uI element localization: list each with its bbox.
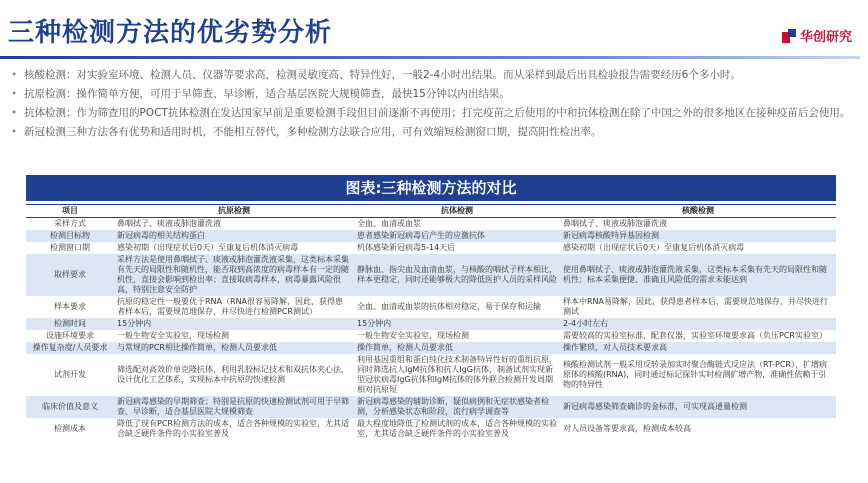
table-cell: 鼻咽拭子、痰液或肺泡灌洗液 <box>117 219 221 228</box>
logo-mark-icon <box>782 29 796 43</box>
row-label-cell: 操作复杂度/人员要求 <box>26 342 114 354</box>
table-row <box>26 254 836 296</box>
row-label-cell: 临床价值及意义 <box>26 396 114 418</box>
table-cell: 筛选配对高效价单克隆抗体，利用乳胶标记技术和双抗体夹心法，设计优化工艺体系，实现标本中抗原的快速检测 <box>117 365 349 384</box>
header-cell-nucleic-acid: 核酸检测 <box>560 205 836 218</box>
table-cell: 与常规的PCR相比操作简单，检测人员要求低 <box>114 342 354 354</box>
table-row <box>26 342 836 354</box>
table-banner: 图表:三种检测方法的对比 <box>26 175 836 201</box>
table-row <box>26 354 836 396</box>
table-cell: 感染初期（出现症状后0天）至康复后机体消灭病毒 <box>563 243 745 252</box>
bullet-list <box>8 68 858 144</box>
table-cell: 一般生物安全实验室，现场检测 <box>357 331 469 340</box>
row-label-cell: 检测成本 <box>54 424 86 433</box>
title-divider <box>0 56 860 59</box>
header-cell-antibody: 抗体检测 <box>354 205 560 218</box>
row-label-cell: 检测目标物 <box>26 230 114 242</box>
table-cell: 新冠病毒核酸特异基因检测 <box>560 230 836 242</box>
row-label-cell: 试剂开发 <box>54 370 86 379</box>
header-cell-antigen: 抗原检测 <box>114 205 354 218</box>
table-cell: 操作繁琐，对人员技术要求高 <box>560 342 836 354</box>
row-label-cell: 样本要求 <box>54 302 86 311</box>
table-cell: 降低了现有PCR检测方法的成本，适合各种规模的实验室，尤其适合缺乏硬件条件的小实验室普及 <box>117 419 349 438</box>
bullet-item: • 抗体检测：作为筛查用的POCT抗体检测在发达国家早前是重要检测手段但目前逐渐不再使用；打完疫苗之后使用的中和抗体检测在除了中国之外的很多地区在接种疫苗后会使用。 <box>8 106 858 121</box>
table-cell: 操作简单，检测人员要求低 <box>354 342 560 354</box>
bullet-item: • 抗原检测：操作简单方便，可用于早筛查、早诊断，适合基层医院大规模筛查，最快15分钟以内出结果。 <box>8 87 858 102</box>
table-cell: 抗原的稳定性一般要优于RNA（RNA很容易降解，因此，获得患者样本后，需要规范地保存，并尽快进行检测PCR测试） <box>117 297 344 316</box>
row-label-cell: 检测时间 <box>26 318 114 330</box>
table-cell: 15分钟内 <box>354 318 560 330</box>
table-cell: 2-4小时左右 <box>560 318 836 330</box>
row-label-cell: 检测窗口期 <box>50 243 90 252</box>
table-header-row <box>26 205 836 218</box>
table-cell: 对人员设备等要求高，检测成本较高 <box>563 424 691 433</box>
header-cell-item: 项目 <box>26 205 114 218</box>
brand-logo <box>782 26 852 45</box>
table-row <box>26 296 836 318</box>
table-cell: 需要较高的实验室标准，配套仪器，实验室环境要求高（负压PCR实验室） <box>563 331 827 340</box>
table-row <box>26 230 836 242</box>
table-cell: 静脉血、指尖血及血清血浆，与核酸的咽拭子样本相比，样本更稳定，同时还能够极大的降低医护人员的采样风险 <box>354 254 560 296</box>
title-bar <box>0 0 868 62</box>
table-cell: 新冠病毒感染筛查确诊的金标准，可实现高通量检测 <box>560 396 836 418</box>
table-cell: 样本中RNA易降解，因此，获得患者样本后，需要规范地保存，并尽快进行测试 <box>563 297 829 316</box>
page-title: 三种检测方法的优劣势分析 <box>8 18 333 48</box>
row-label-cell: 取样要求 <box>26 254 114 296</box>
row-label-cell: 设施环境要求 <box>46 331 94 340</box>
table-cell: 15分钟内 <box>114 318 354 330</box>
bullet-item: • 新冠检测三种方法各有优势和适用时机，不能相互替代，多种检测方法联合应用，可有效缩短检测窗口期，提高阳性检出率。 <box>8 125 858 140</box>
table-cell: 新冠病毒的相关结构蛋白 <box>114 230 354 242</box>
table-cell: 利用基因重组和蛋白纯化技术制备特异性好的重组抗原，同时筛选抗人IgM抗体和抗人IgG抗体，制备试剂实现新型冠状病毒IgG抗体和IgM抗体的体外联合检测开发周期相对抗原短 <box>357 355 557 394</box>
logo-text: 华创研究 <box>799 30 852 45</box>
table-row <box>26 218 836 231</box>
table-cell: 新冠病毒感染的早期筛查；特别是抗原的快速检测试剂可用于早筛查、早诊断，适合基层医院大规模筛查 <box>114 396 354 418</box>
table-cell: 新冠病毒感染的辅助诊断，疑似病例和无症状感染者检测，分析感染状态和阶段，流行病学调查等 <box>354 396 560 418</box>
table-row <box>26 418 836 440</box>
table-row <box>26 330 836 342</box>
table-cell: 机体感染新冠病毒5-14天后 <box>357 243 456 252</box>
table-cell: 采样方法是使用鼻咽拭子、痰液或肺泡灌洗液采集，这类标本采集有先天的局限性和随机性，能否取到高浓度的病毒样本有一定的随机性，直接会影响到检出率；直接取病毒样本，病毒暴露风险很高，特别注意安全防护 <box>114 254 354 296</box>
table-cell: 鼻咽拭子、痰液或肺泡灌洗液 <box>563 219 667 228</box>
table-cell: 一般生物安全实验室，现场检测 <box>117 331 229 340</box>
table-cell: 全血、血清或血浆的抗体相对稳定，易于保存和运输 <box>357 302 541 311</box>
table-cell: 患者感染新冠病毒后产生的应激抗体 <box>354 230 560 242</box>
table-row <box>26 396 836 418</box>
table-row <box>26 318 836 330</box>
table-cell: 最大程度地降低了检测试剂的成本，适合各种规模的实验室，尤其适合缺乏硬件条件的小实验室普及 <box>357 419 557 438</box>
bullet-item: • 核酸检测：对实验室环境、检测人员、仪器等要求高，检测灵敏度高、特异性好，一般2-4小时出结果。而从采样到最后出具检验报告需要经历6个多小时。 <box>8 68 858 83</box>
table-row <box>26 242 836 254</box>
row-label-cell: 采样方式 <box>54 219 86 228</box>
table-cell: 核酸检测试剂一般采用反转录加实时聚合酶链式反应法（RT-PCR），扩增病原体的核酸(RNA)，同时通过标记探针实时检测扩增产物，准确性依赖于引物的特异性 <box>563 360 827 389</box>
table-cell: 全血、血清或血浆 <box>357 219 421 228</box>
comparison-table <box>26 204 836 440</box>
table-cell: 使用鼻咽拭子、痰液或肺泡灌洗液采集，这类标本采集有先天的局限性和随机性；标本采集便捷、准确且风险低的需求未能达到 <box>560 254 836 296</box>
table-cell: 感染初期（出现症状后0天）至康复后机体消灭病毒 <box>117 243 299 252</box>
